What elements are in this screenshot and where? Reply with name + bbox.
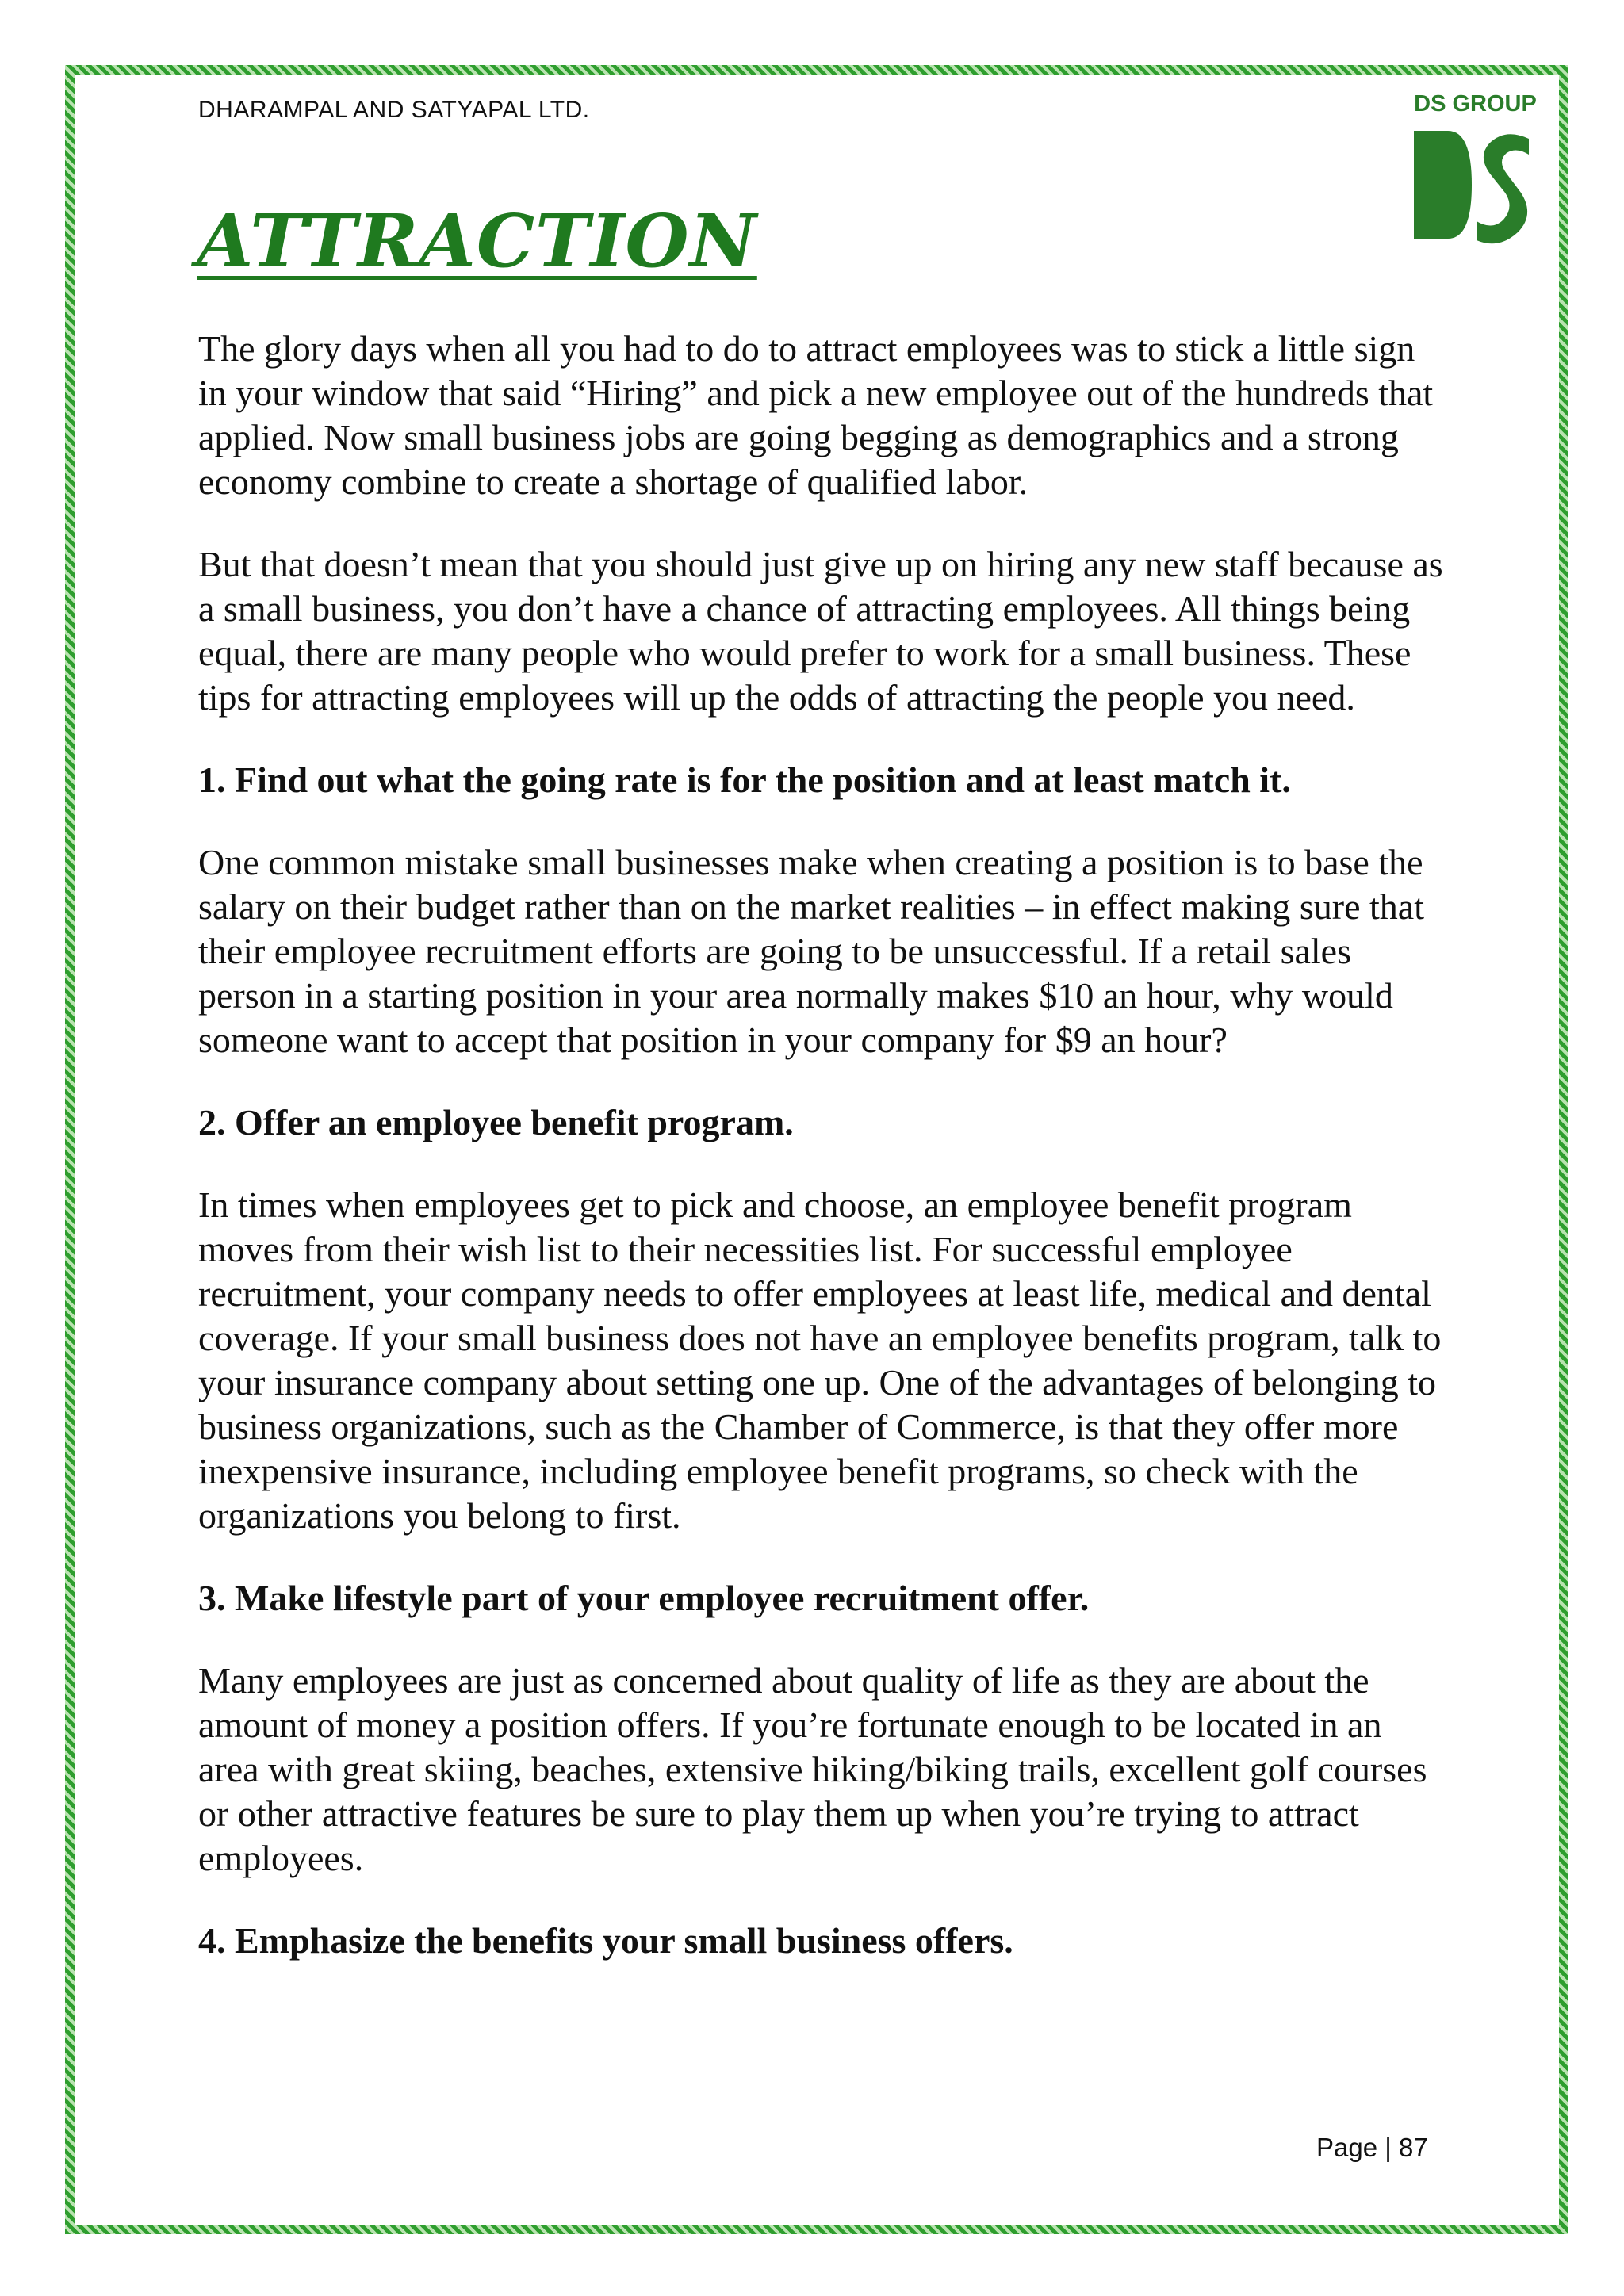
document-body — [198, 327, 1451, 2001]
ds-logo-icon — [1410, 121, 1541, 248]
ds-group-logo — [1410, 91, 1541, 250]
section-heading: 3. Make lifestyle part of your employee recruitment offer. — [198, 1578, 1090, 1618]
section-heading: 2. Offer an employee benefit program. — [198, 1102, 794, 1142]
section-heading: 1. Find out what the going rate is for the position and at least match it. — [198, 760, 1291, 800]
section-paragraph: One common mistake small businesses make when creating a position is to base the salary on their budget rather than on the market realities – in effect making sure that their employee recruitment efforts are going to be unsuccessful. If a retail sales person in a starting position in your area normally makes $10 an hour, why would someone want to accept that position in your company for $9 an hour? — [198, 842, 1424, 1060]
logo-text: DS GROUP — [1414, 91, 1537, 117]
section-heading: 4. Emphasize the benefits your small business offers. — [198, 1920, 1013, 1961]
section-paragraph: In times when employees get to pick and choose, an employee benefit program moves from their wish list to their necessities list. For successful employee recruitment, your company needs to offer employees at least life, medical and dental coverage. If your small business does not have an employee benefits program, talk to your insurance company about setting one up. One of the advantages of belonging to business organizations, such as the Chamber of Commerce, is that they offer more inexpensive insurance, including employee benefit programs, so check with the organizations you belong to first. — [198, 1184, 1442, 1536]
section-paragraph: Many employees are just as concerned about quality of life as they are about the amount of money a position offers. If you’re fortunate enough to be located in an area with great skiing, beaches, extensive hiking/biking trails, excellent golf courses or other attractive features be sure to play them up when you’re trying to attract employees. — [198, 1660, 1427, 1878]
page-number: Page | 87 — [1316, 2133, 1428, 2162]
intro-paragraph: The glory days when all you had to do to attract employees was to stick a little sign in your window that said “Hiring” and pick a new employee out of the hundreds that applied. Now small business jobs are going begging as demographics and a strong economy combine to create a shortage of qualified labor. — [198, 328, 1434, 502]
company-header: DHARAMPAL AND SATYAPAL LTD. — [198, 97, 590, 123]
intro-paragraph: But that doesn’t mean that you should just give up on hiring any new staff because as a small business, you don’t have a chance of attracting employees. All things being equal, there are many people who would prefer to work for a small business. These tips for attracting employees will up the odds of attracting the people you need. — [198, 544, 1443, 718]
page-title: ATTRACTION — [197, 198, 757, 284]
